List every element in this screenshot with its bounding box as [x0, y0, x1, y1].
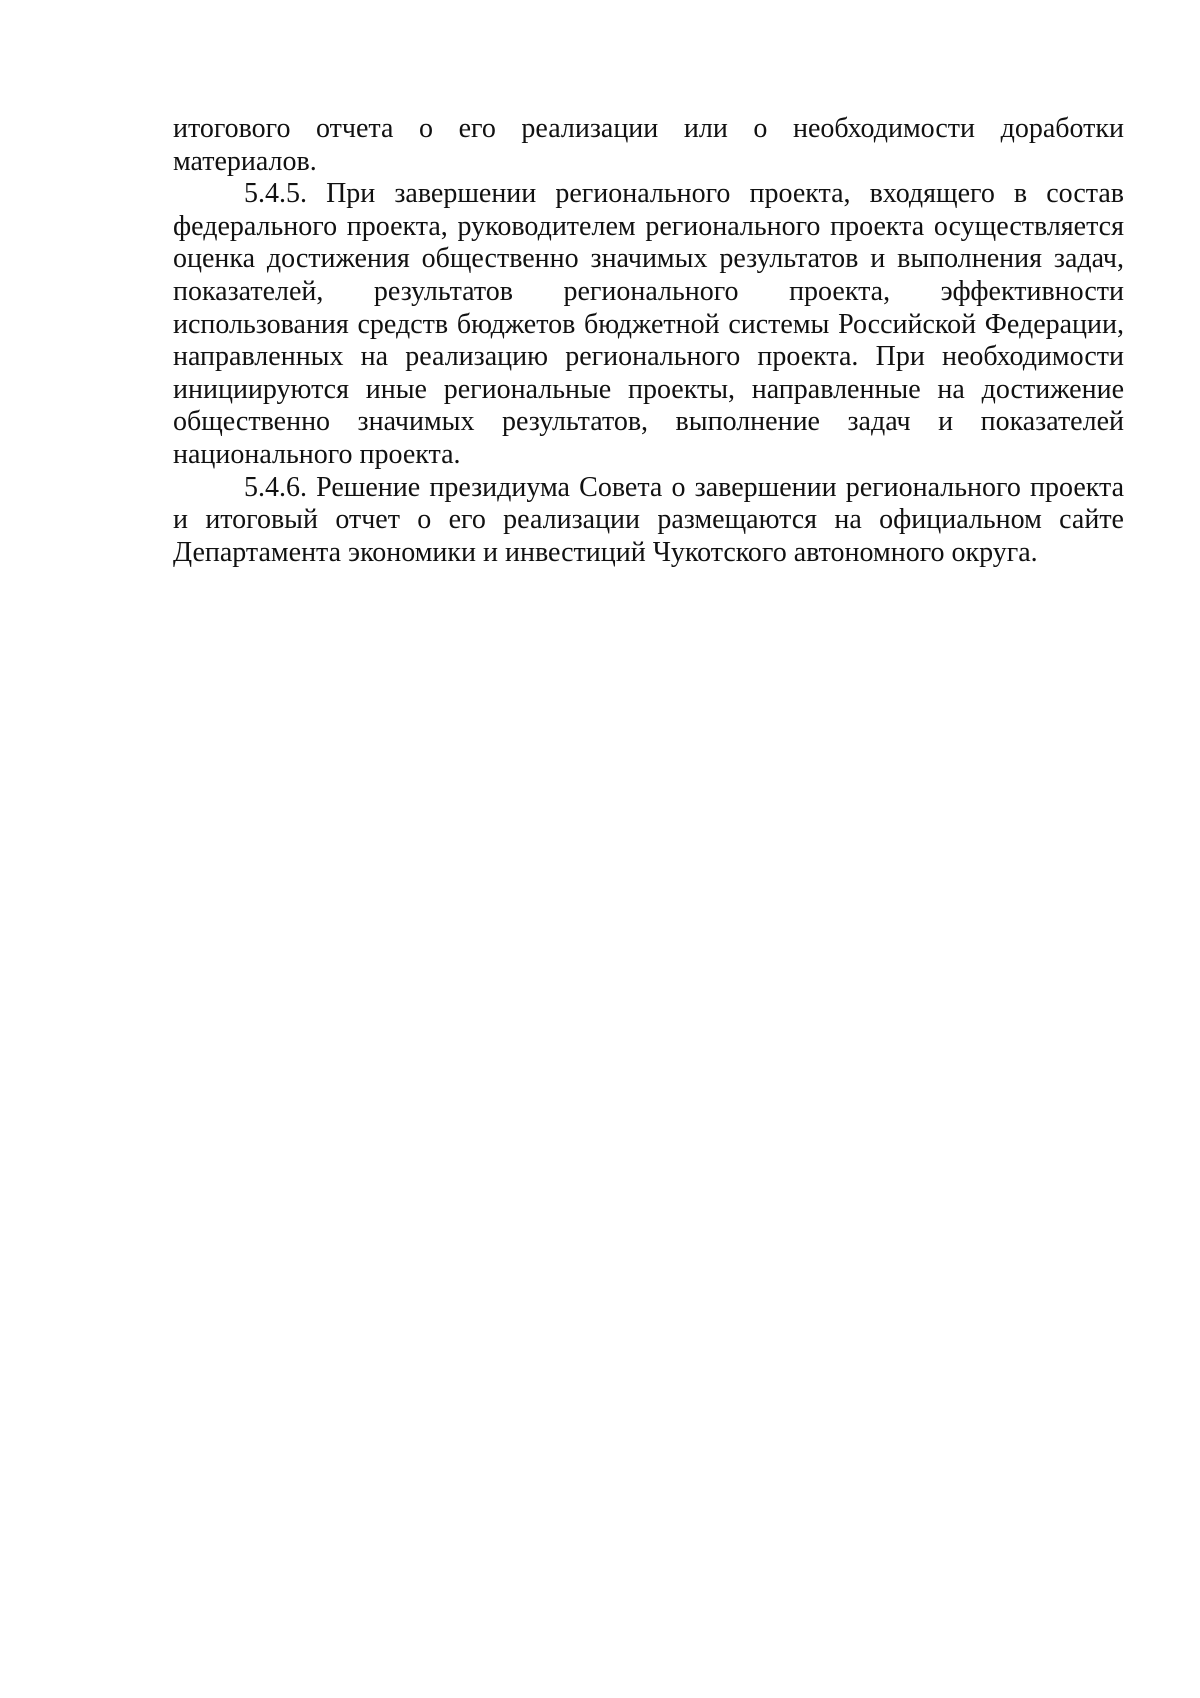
paragraph-continuation: итогового отчета о его реализации или о необходимости доработки материалов.	[173, 113, 1124, 177]
document-body	[173, 113, 1124, 569]
paragraph-item-5-4-5: 5.4.5. При завершении регионального проекта, входящего в состав федерального проекта, руководителем регионального проекта осуществляется оценка достижения общественно значимых результатов и выполнения задач, показателей, результатов регионального проекта, эффективности использования средств бюджетов бюджетной системы Российской Федерации, направленных на реализацию регионального проекта. При необходимости инициируются иные региональные проекты, направленные на достижение общественно значимых результатов, выполнение задач и показателей национального проекта.	[173, 178, 1124, 470]
paragraph-item-5-4-6: 5.4.6. Решение президиума Совета о завершении регионального проекта и итоговый отчет о его реализации размещаются на официальном сайте Департамента экономики и инвестиций Чукотского автономного округа.	[173, 471, 1124, 568]
